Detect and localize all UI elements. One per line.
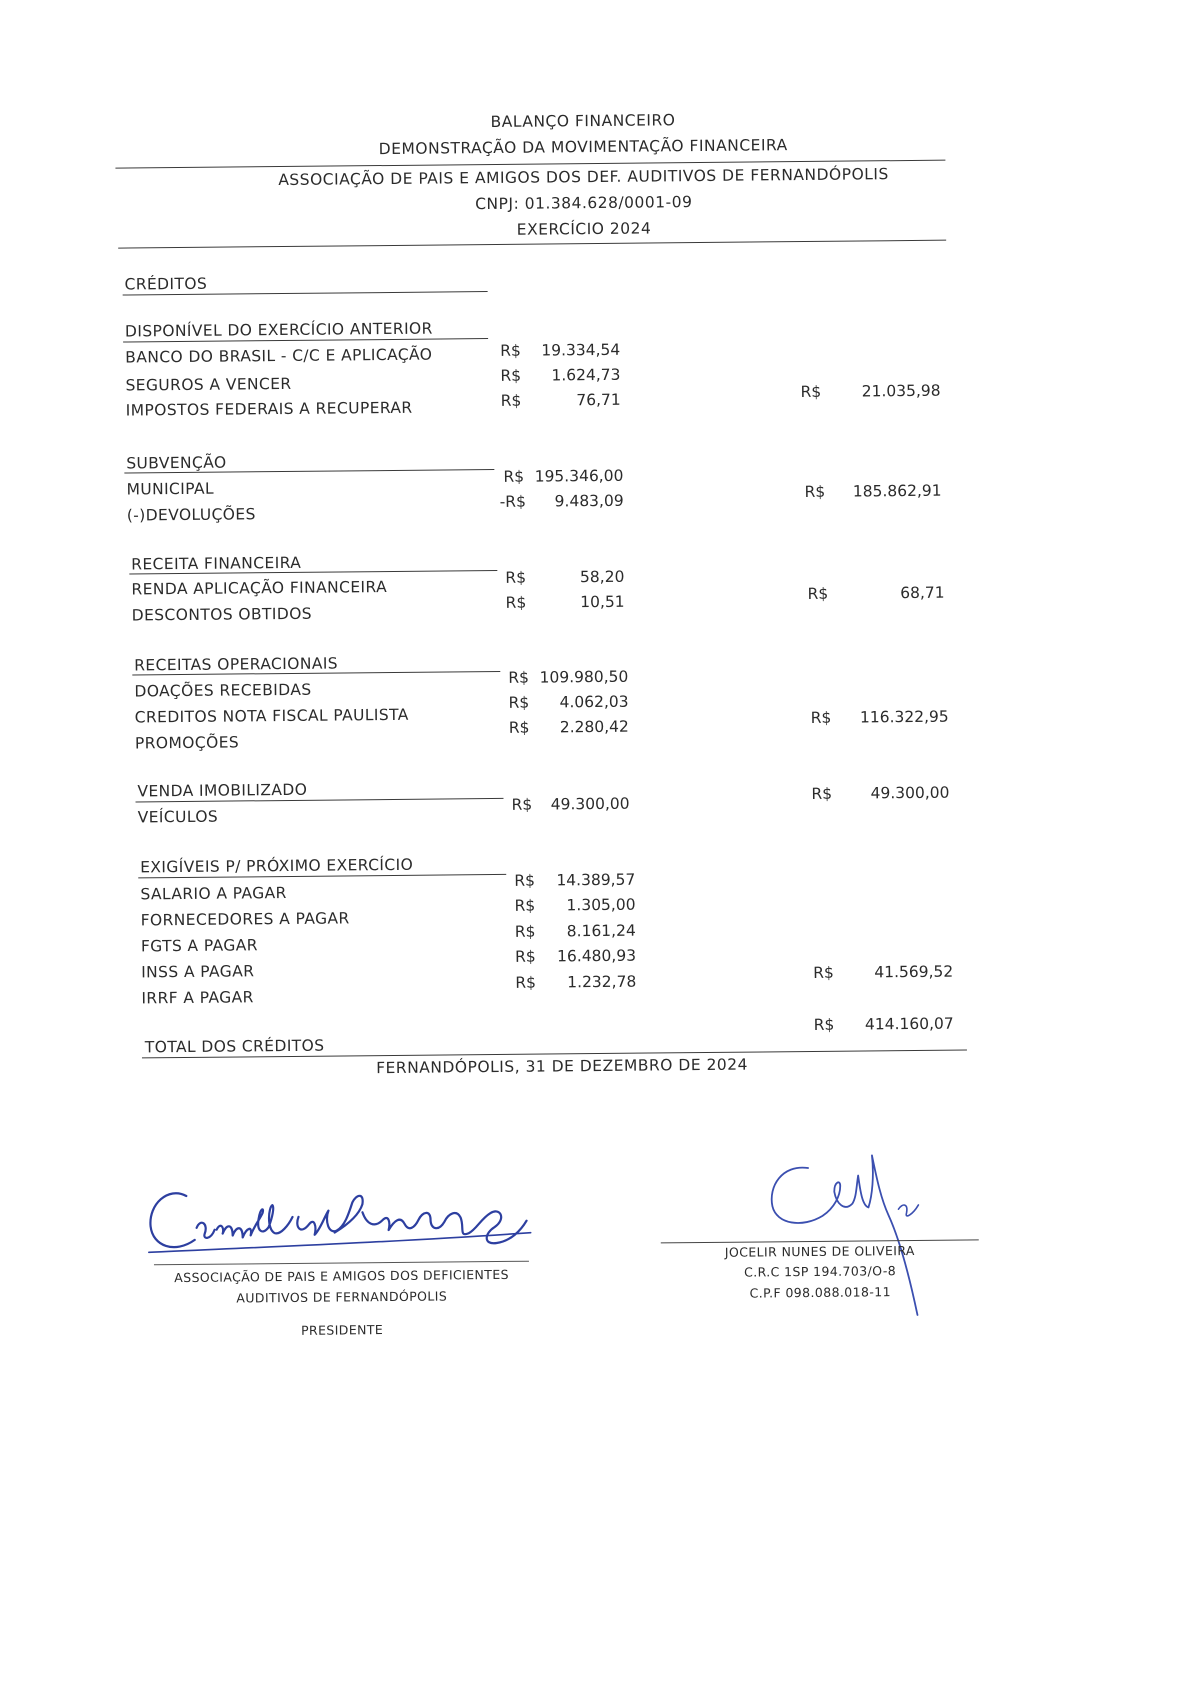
section-total: 41.569,52 <box>874 962 954 982</box>
section-title: VENDA IMOBILIZADO <box>137 780 308 801</box>
section-title: SUBVENÇÃO <box>126 453 227 473</box>
item-currency: R$ <box>500 366 522 385</box>
section-title: RECEITAS OPERACIONAIS <box>134 654 339 675</box>
item-currency: R$ <box>514 922 536 941</box>
item-currency: R$ <box>515 973 536 992</box>
item-value: 1.305,00 <box>566 895 636 915</box>
item-currency: -R$ <box>499 492 526 511</box>
item-currency: R$ <box>508 693 530 712</box>
section-total: 49.300,00 <box>870 783 950 803</box>
item-label: DESCONTOS OBTIDOS <box>131 604 313 625</box>
grand-total-label: TOTAL DOS CRÉDITOS <box>144 1036 325 1057</box>
exercicio: EXERCÍCIO 2024 <box>516 219 652 239</box>
section-total-currency: R$ <box>813 963 834 982</box>
right-sig-name: JOCELIR NUNES DE OLIVEIRA <box>724 1242 915 1260</box>
cnpj: CNPJ: 01.384.628/0001-09 <box>475 193 693 214</box>
item-label: FORNECEDORES A PAGAR <box>140 909 350 930</box>
item-value: 58,20 <box>579 567 625 587</box>
item-currency: R$ <box>500 341 521 360</box>
item-value: 76,71 <box>576 390 621 410</box>
item-label: RENDA APLICAÇÃO FINANCEIRA <box>131 578 388 599</box>
item-currency: R$ <box>500 391 522 410</box>
item-label: BANCO DO BRASIL - C/C E APLICAÇÃO <box>125 345 433 367</box>
item-label: SALARIO A PAGAR <box>140 884 287 904</box>
item-value: 195.346,00 <box>534 466 624 486</box>
item-label: VEÍCULOS <box>137 807 219 827</box>
item-label: IMPOSTOS FEDERAIS A RECUPERAR <box>125 398 413 420</box>
item-value: 49.300,00 <box>550 794 630 814</box>
item-label: FGTS A PAGAR <box>140 936 259 956</box>
section-total-currency: R$ <box>804 482 826 502</box>
section-total-currency: R$ <box>810 708 832 727</box>
section-total: 116.322,95 <box>859 707 949 727</box>
item-value: 19.334,54 <box>541 340 621 360</box>
item-value: 10,51 <box>580 592 625 612</box>
org-name: ASSOCIAÇÃO DE PAIS E AMIGOS DOS DEF. AUDITIVOS DE FERNANDÓPOLIS <box>278 165 889 190</box>
item-label: DOAÇÕES RECEBIDAS <box>134 680 312 701</box>
item-currency: R$ <box>514 947 536 966</box>
left-sig-org-line2: AUDITIVOS DE FERNANDÓPOLIS <box>236 1288 448 1306</box>
header-rule-2 <box>118 240 946 249</box>
title-demonstracao: DEMONSTRAÇÃO DA MOVIMENTAÇÃO FINANCEIRA <box>378 136 788 159</box>
section-total-currency: R$ <box>807 584 829 603</box>
place-date: FERNANDÓPOLIS, 31 DE DEZEMBRO DE 2024 <box>376 1055 749 1078</box>
item-currency: R$ <box>503 467 525 486</box>
section-title: DISPONÍVEL DO EXERCÍCIO ANTERIOR <box>124 319 433 341</box>
item-label: IRRF A PAGAR <box>141 988 254 1008</box>
item-currency: R$ <box>514 896 536 915</box>
item-label: MUNICIPAL <box>126 479 215 499</box>
item-currency: R$ <box>505 568 527 587</box>
item-value: 14.389,57 <box>556 870 636 890</box>
section-total: 185.862,91 <box>852 481 942 501</box>
item-value: 8.161,24 <box>566 921 636 941</box>
item-label: INSS A PAGAR <box>141 962 255 982</box>
title-balanco: BALANÇO FINANCEIRO <box>490 111 676 132</box>
grand-total-value: 414.160,07 <box>864 1014 954 1034</box>
item-value: 4.062,03 <box>559 692 629 712</box>
section-title: RECEITA FINANCEIRA <box>131 553 302 574</box>
item-currency: R$ <box>505 593 527 612</box>
section-total-currency: R$ <box>800 382 822 402</box>
section-total: 21.035,98 <box>861 381 941 401</box>
right-sig-cpf: C.P.F 098.088.018-11 <box>749 1284 892 1301</box>
item-currency: R$ <box>508 718 530 737</box>
item-value: 109.980,50 <box>539 667 629 687</box>
item-currency: R$ <box>508 668 530 687</box>
item-label: PROMOÇÕES <box>134 733 240 753</box>
section-total: 68,71 <box>900 583 945 603</box>
section-total-currency: R$ <box>811 784 833 803</box>
item-value: 1.232,78 <box>567 972 637 992</box>
item-currency: R$ <box>514 871 536 890</box>
right-sig-crc: C.R.C 1SP 194.703/O-8 <box>744 1263 897 1280</box>
item-value: 2.280,42 <box>559 717 629 737</box>
left-sig-role: PRESIDENTE <box>300 1322 384 1338</box>
item-value: 1.624,73 <box>551 365 621 385</box>
item-currency: R$ <box>511 795 533 814</box>
section-title: EXIGÍVEIS P/ PRÓXIMO EXERCÍCIO <box>140 855 414 877</box>
item-value: 9.483,09 <box>554 491 624 511</box>
left-sig-org-line1: ASSOCIAÇÃO DE PAIS E AMIGOS DOS DEFICIENTES <box>174 1266 509 1286</box>
item-value: 16.480,93 <box>557 946 637 966</box>
signature-left <box>138 1171 539 1270</box>
item-label: (-)DEVOLUÇÕES <box>126 505 256 525</box>
creditos-heading: CRÉDITOS <box>124 274 208 294</box>
item-label: SEGUROS A VENCER <box>125 374 292 395</box>
grand-total-currency: R$ <box>813 1015 835 1034</box>
item-label: CREDITOS NOTA FISCAL PAULISTA <box>134 705 409 727</box>
